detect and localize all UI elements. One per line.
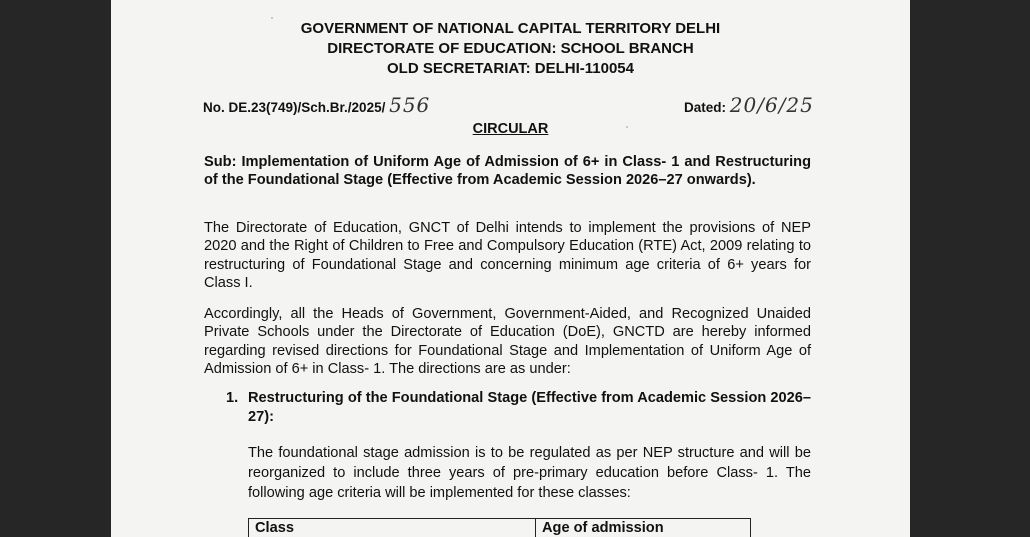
- table-header-age: Age of admission: [542, 520, 664, 536]
- paragraph-1: The Directorate of Education, GNCT of Delhi intends to implement the provisions of NEP 2020 and the Right of Children to Free and Compulsory Education (RTE) Act, 2009 relating to restructuring of Foundational Stage and concerning minimum age criteria of 6+ years for Class I.: [204, 220, 811, 292]
- reference-number-label: No. DE.23(749)/Sch.Br./2025/: [203, 100, 386, 115]
- header-line-3: OLD SECRETARIAT: DELHI-110054: [387, 60, 634, 77]
- table-header-class: Class: [249, 519, 536, 537]
- circular-title: [111, 121, 910, 137]
- reference-number: [203, 93, 430, 117]
- handwritten-date: 20/6/25: [729, 93, 814, 117]
- document-page: [111, 0, 910, 537]
- direction-number: 1.: [226, 390, 239, 406]
- header-line-2: DIRECTORATE OF EDUCATION: SCHOOL BRANCH: [327, 40, 694, 57]
- direction-body: The foundational stage admission is to be regulated as per NEP structure and will be reorganized to include three years of pre-primary education before Class- 1. The following age criteria will be implemented for these classes:: [248, 445, 811, 501]
- direction-heading: Restructuring of the Foundational Stage (Effective from Academic Session 2026–27):: [248, 390, 811, 425]
- circular-title-text: CIRCULAR: [472, 121, 549, 137]
- dated-label: Dated:: [684, 100, 727, 115]
- dated: [684, 93, 814, 117]
- header-line-1: GOVERNMENT OF NATIONAL CAPITAL TERRITORY DELHI: [300, 20, 721, 37]
- subject: Sub: Implementation of Uniform Age of Admission of 6+ in Class- 1 and Restructuring of the Foundational Stage (Effective from Academic Session 2026–27 onwards).: [204, 154, 811, 189]
- paragraph-2: Accordingly, all the Heads of Government, Government-Aided, and Recognized Unaided Private Schools under the Directorate of Education (DoE), GNCTD are hereby informed regarding revised directions for Foundational Stage and Implementation of Uniform Age of Admission of 6+ in Class- 1. The directions are as under:: [204, 306, 811, 378]
- paper-speck: [271, 17, 273, 19]
- age-criteria-table: [248, 518, 751, 537]
- handwritten-number: 556: [389, 93, 431, 117]
